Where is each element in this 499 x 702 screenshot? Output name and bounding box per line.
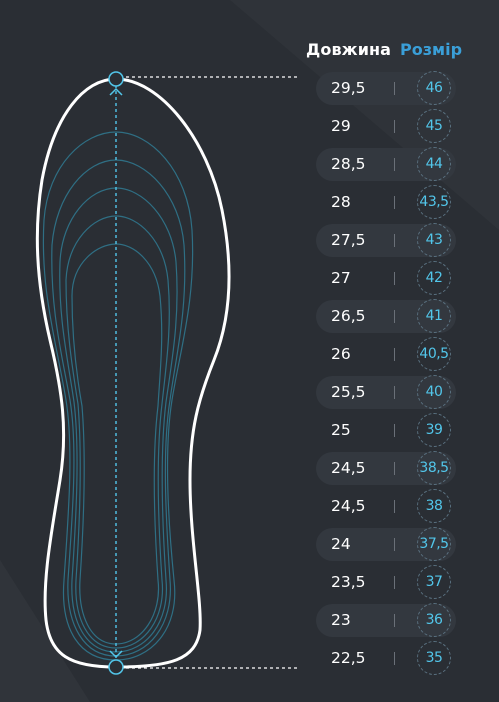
size-row (316, 108, 461, 146)
shoe-size: 42 (417, 261, 451, 295)
shoe-size: 37,5 (417, 527, 451, 561)
foot-length: 26 (331, 345, 351, 363)
size-row (316, 222, 461, 260)
size-row (316, 374, 461, 412)
shoe-size: 45 (417, 109, 451, 143)
shoe-size: 35 (417, 641, 451, 675)
foot-length: 24,5 (331, 497, 366, 515)
size-row (316, 412, 461, 450)
foot-length: 22,5 (331, 649, 366, 667)
foot-length: 26,5 (331, 307, 366, 325)
row-divider (394, 538, 395, 551)
row-divider (394, 120, 395, 133)
top-marker-icon (109, 72, 123, 86)
row-divider (394, 348, 395, 361)
row-divider (394, 614, 395, 627)
row-divider (394, 424, 395, 437)
shoe-size: 43 (417, 223, 451, 257)
foot-length: 25,5 (331, 383, 366, 401)
size-row (316, 260, 461, 298)
size-chart-rows (316, 70, 461, 678)
foot-length: 24 (331, 535, 351, 553)
size-column-header: Розмір (400, 40, 463, 59)
foot-length: 29,5 (331, 79, 366, 97)
foot-length: 28 (331, 193, 351, 211)
shoe-size: 44 (417, 147, 451, 181)
foot-length: 23,5 (331, 573, 366, 591)
foot-length: 23 (331, 611, 351, 629)
foot-length: 27 (331, 269, 351, 287)
row-divider (394, 462, 395, 475)
row-divider (394, 500, 395, 513)
row-divider (394, 576, 395, 589)
shoe-size: 38,5 (417, 451, 451, 485)
foot-length: 29 (331, 117, 351, 135)
row-divider (394, 196, 395, 209)
size-row (316, 298, 461, 336)
shoe-size: 41 (417, 299, 451, 333)
size-row (316, 488, 461, 526)
inner-size-outlines (43, 132, 192, 660)
row-divider (394, 272, 395, 285)
size-row (316, 70, 461, 108)
size-row (316, 602, 461, 640)
size-row (316, 564, 461, 602)
foot-length: 24,5 (331, 459, 366, 477)
bottom-marker-icon (109, 660, 123, 674)
shoe-size: 40 (417, 375, 451, 409)
size-row (316, 146, 461, 184)
foot-length: 27,5 (331, 231, 366, 249)
size-row (316, 526, 461, 564)
row-divider (394, 386, 395, 399)
size-row (316, 184, 461, 222)
row-divider (394, 652, 395, 665)
foot-length: 28,5 (331, 155, 366, 173)
shoe-size: 36 (417, 603, 451, 637)
size-row (316, 640, 461, 678)
row-divider (394, 234, 395, 247)
size-row (316, 336, 461, 374)
shoe-size: 40,5 (417, 337, 451, 371)
shoe-size: 39 (417, 413, 451, 447)
length-column-header: Довжина (306, 40, 392, 59)
shoe-size: 37 (417, 565, 451, 599)
size-row (316, 450, 461, 488)
shoe-size: 46 (417, 71, 451, 105)
shoe-size: 43,5 (417, 185, 451, 219)
foot-length: 25 (331, 421, 351, 439)
row-divider (394, 82, 395, 95)
row-divider (394, 158, 395, 171)
row-divider (394, 310, 395, 323)
insole-outline (37, 79, 229, 667)
shoe-size: 38 (417, 489, 451, 523)
